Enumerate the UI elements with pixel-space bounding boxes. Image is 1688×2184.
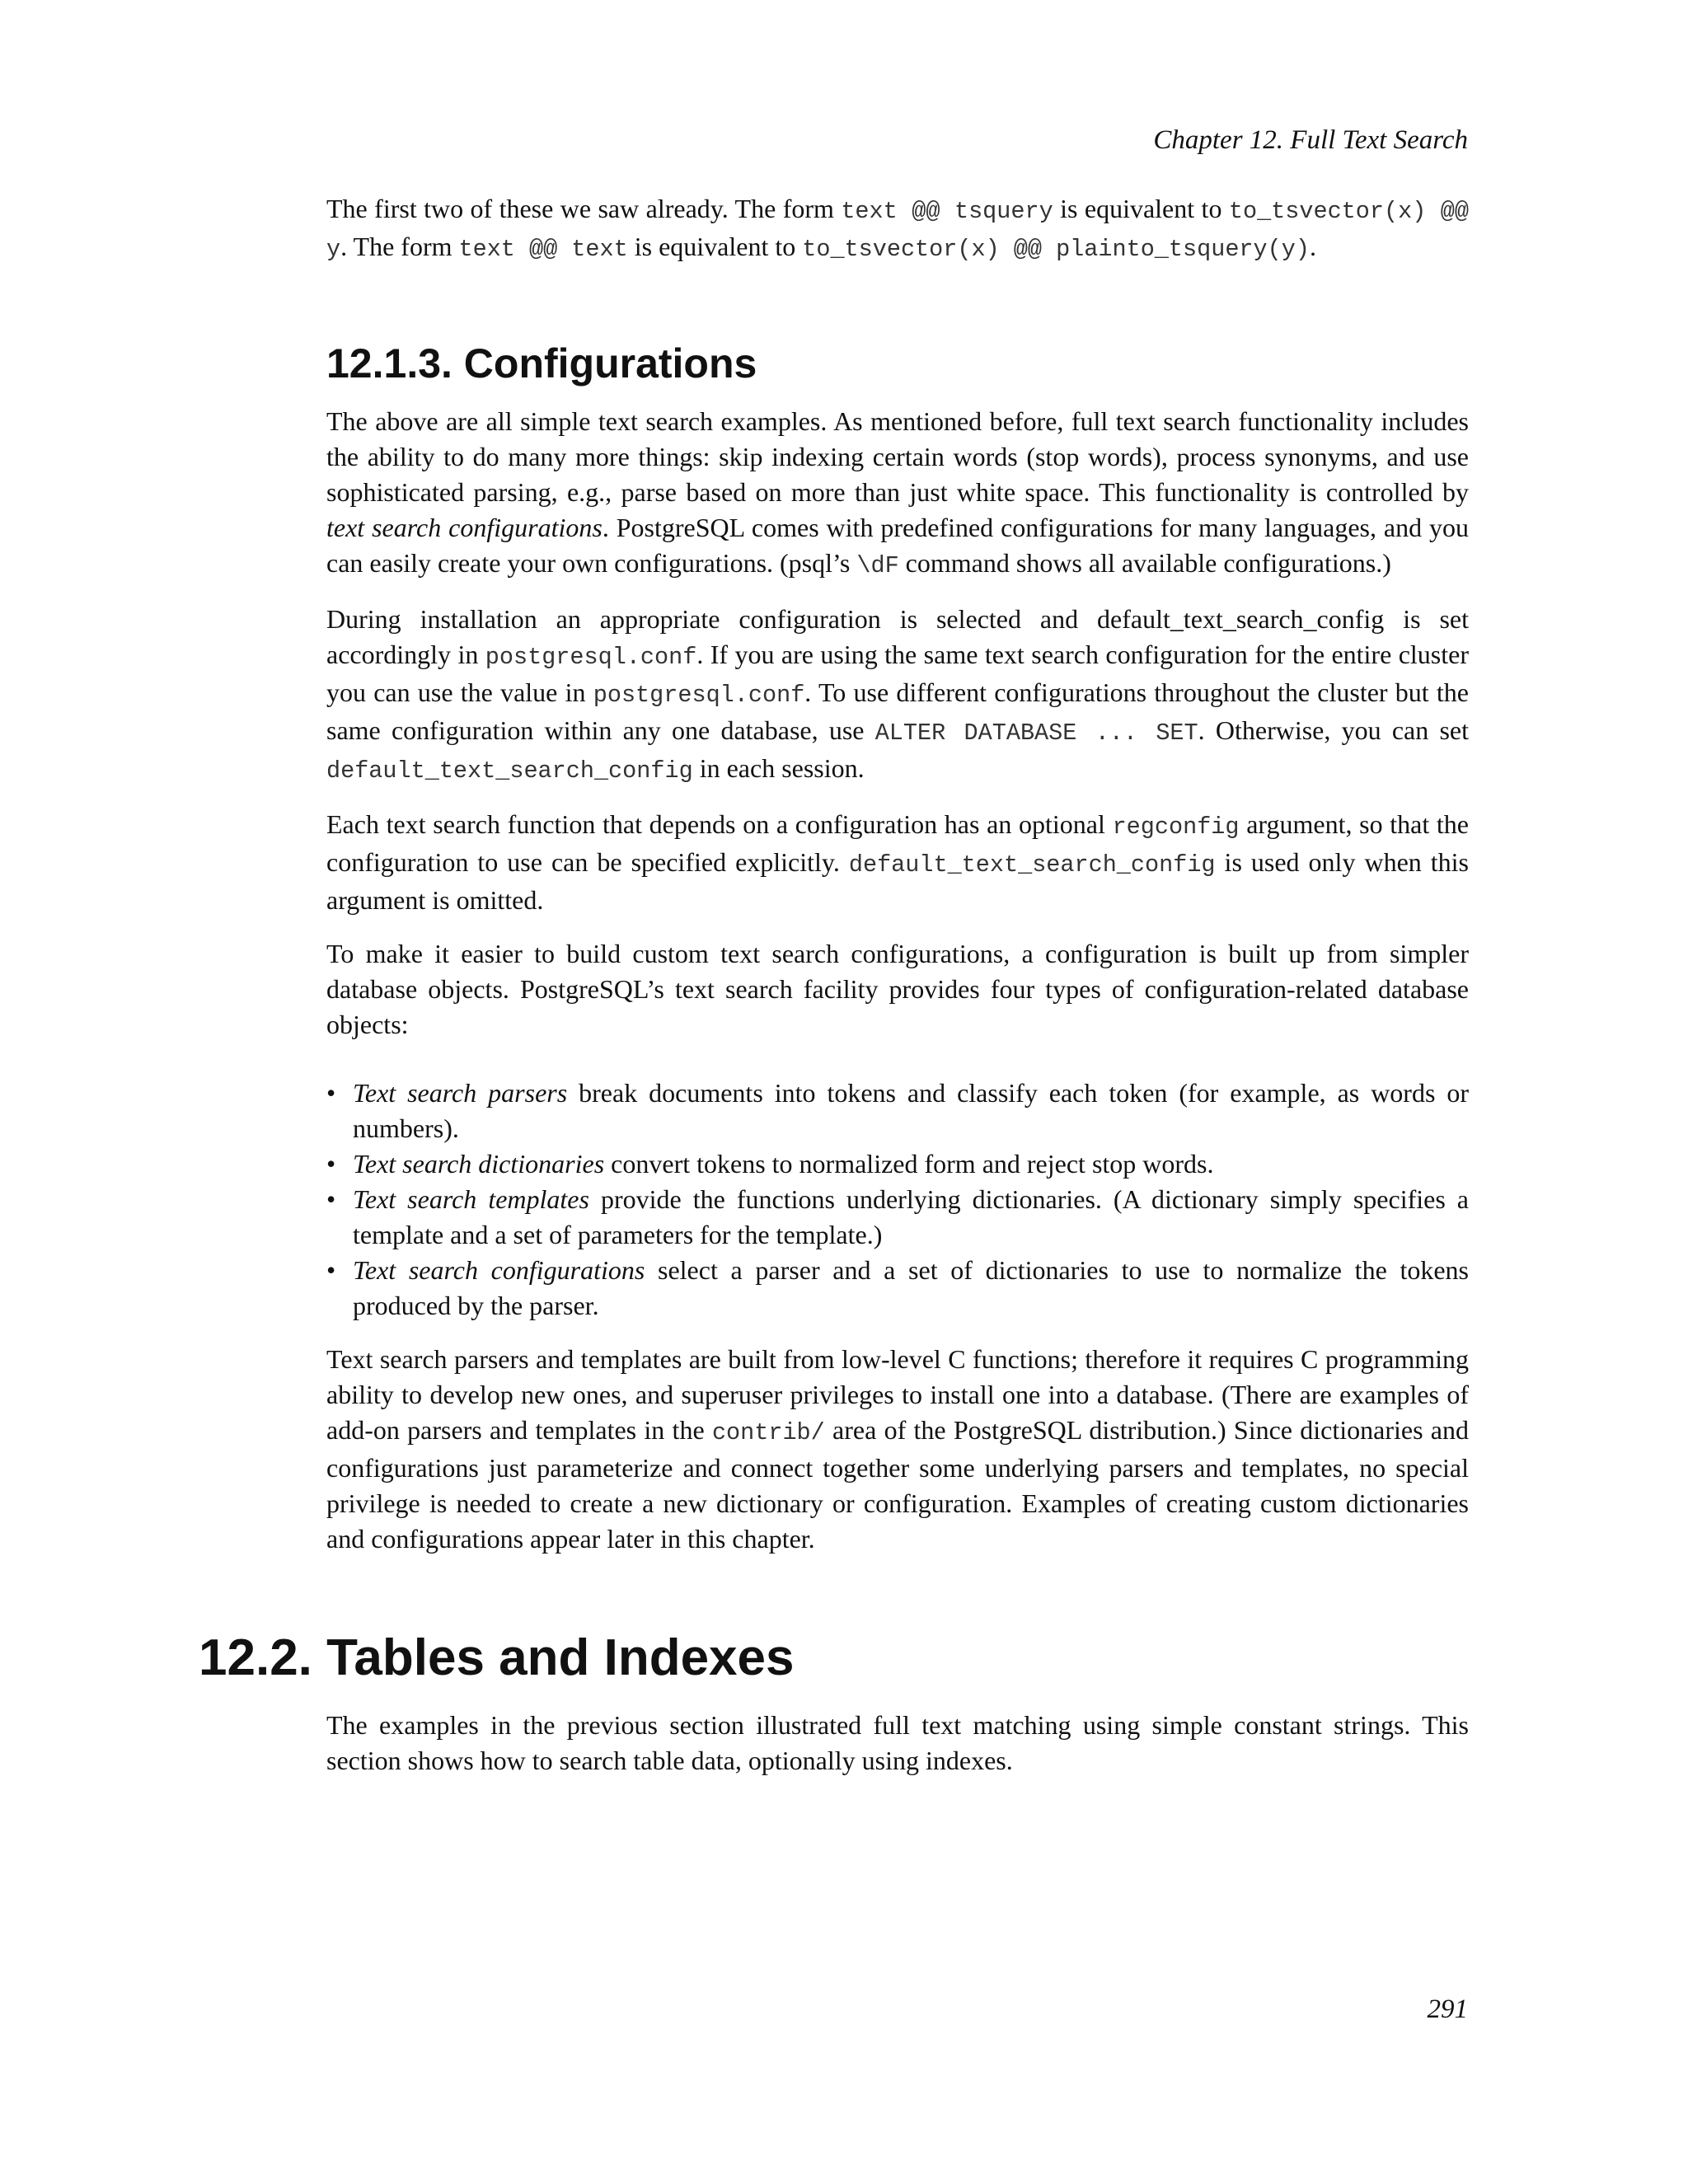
bullet-icon: • <box>326 1078 336 1108</box>
section-heading-configurations: 12.1.3. Configurations <box>326 340 757 387</box>
bullet-icon: • <box>326 1149 336 1179</box>
list-item: • Text search parsers break documents into tokens and classify each token (for example, as words or numbers). <box>326 1076 1469 1146</box>
intro-paragraph: The first two of these we saw already. The form text @@ tsquery is equivalent to to_tsvector(x) @@ y. The form text @@ text is equivalent to to_tsvector(x) @@ plainto_tsquery(y). <box>326 194 1470 263</box>
paragraph: During installation an appropriate configuration is selected and default_text_search_config is set accordingly in postgresql.conf. If you are using the same text search configuration for the entire cluster you can use the value in postgresql.conf. To use different configurations throughout the cluster but the same configuration within any one database, use ALTER DATABASE ... SET. Otherwise, you can set default_text_search_config in each session. <box>326 604 1470 785</box>
list-item: • Text search configurations select a parser and a set of dictionaries to use to normalize the tokens produced by the parser. <box>326 1253 1469 1324</box>
section-heading-tables-indexes: 12.2. Tables and Indexes <box>199 1629 795 1686</box>
list-item: • Text search dictionaries convert tokens to normalized form and reject stop words. <box>326 1146 1469 1182</box>
paragraph: Text search parsers and templates are built from low-level C functions; therefore it requires C programming ability to develop new ones, and superuser privileges to install one into a database. (There are examples of add-on parsers and templates in the contrib/ area of the PostgreSQL distribution.) Since dictionaries and configurations just parameterize and connect together some underlying parsers and templates, no special privilege is needed to create a new dictionary or configuration. Examples of creating custom dictionaries and configurations appear later in this chapter. <box>326 1344 1470 1554</box>
page-number: 291 <box>1427 1994 1468 2024</box>
bullet-icon: • <box>326 1184 336 1214</box>
object-type-list <box>326 1076 1469 1324</box>
tables-indexes-body <box>326 1708 1469 1797</box>
intro-block <box>326 191 1469 285</box>
bullet-icon: • <box>326 1255 336 1285</box>
running-header: Chapter 12. Full Text Search <box>1153 125 1468 155</box>
paragraph: Each text search function that depends on a configuration has an optional regconfig argument, so that the configuration to use can be specified explicitly. default_text_search_config is used only when this argument is omitted. <box>326 809 1470 915</box>
paragraph: To make it easier to build custom text search configurations, a configuration is built up from simpler database objects. PostgreSQL’s text search facility provides four types of configuration-related database objects: <box>326 939 1469 1039</box>
paragraph: The examples in the previous section illustrated full text matching using simple constant strings. This section shows how to search table data, optionally using indexes. <box>326 1710 1469 1775</box>
list-item: • Text search templates provide the functions underlying dictionaries. (A dictionary simply specifies a template and a set of parameters for the template.) <box>326 1182 1469 1253</box>
configurations-body <box>326 404 1469 1575</box>
paragraph: The above are all simple text search examples. As mentioned before, full text search functionality includes the ability to do many more things: skip indexing certain words (stop words), process synonyms, and use sophisticated parsing, e.g., parse based on more than just white space. This functionality is controlled by text search configurations. PostgreSQL comes with predefined configurations for many languages, and you can easily create your own configurations. (psql’s \dF command shows all available configurations.) <box>326 406 1470 579</box>
